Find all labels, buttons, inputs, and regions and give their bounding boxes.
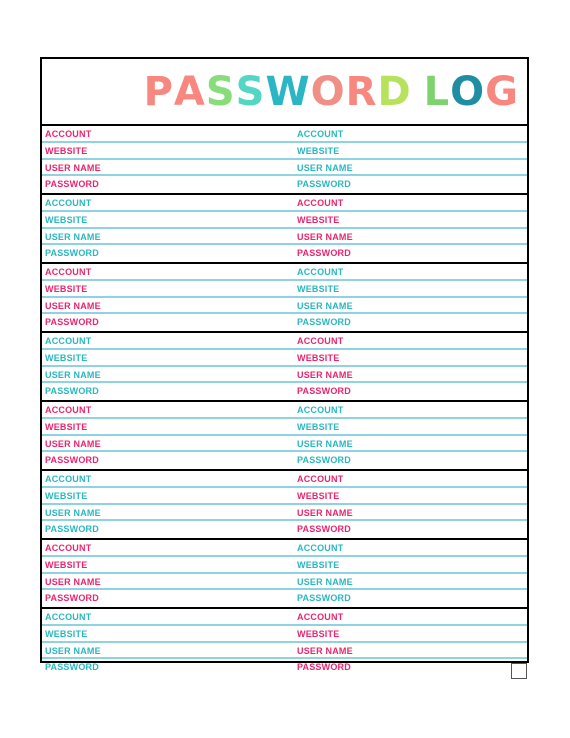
title-letter: G (485, 69, 519, 115)
record-line[interactable] (42, 314, 527, 331)
record-line[interactable] (42, 488, 527, 505)
record-line[interactable] (42, 367, 527, 384)
field-label-left: PASSWORD (45, 593, 99, 604)
field-label-left: PASSWORD (45, 317, 99, 328)
field-label-right: PASSWORD (297, 179, 351, 190)
record-block (42, 262, 527, 331)
field-label-left: PASSWORD (45, 455, 99, 466)
record-line[interactable] (42, 574, 527, 591)
field-label-left: WEBSITE (45, 352, 88, 363)
record-line[interactable] (42, 609, 527, 626)
field-label-right: PASSWORD (297, 662, 351, 673)
field-label-right: WEBSITE (297, 559, 340, 570)
record-line[interactable] (42, 212, 527, 229)
field-label-left: USER NAME (45, 576, 101, 587)
record-line[interactable] (42, 540, 527, 557)
record-line[interactable] (42, 195, 527, 212)
field-label-left: PASSWORD (45, 662, 99, 673)
field-label-left: WEBSITE (45, 145, 88, 156)
title-letter: S (205, 69, 236, 115)
record-block (42, 469, 527, 538)
title-letter: W (265, 69, 311, 115)
record-line[interactable] (42, 160, 527, 177)
field-label-right: USER NAME (297, 576, 353, 587)
field-label-left: USER NAME (45, 231, 101, 242)
field-label-right: ACCOUNT (297, 198, 344, 208)
field-label-left: WEBSITE (45, 214, 88, 225)
field-label-left: ACCOUNT (45, 267, 92, 277)
record-block (42, 538, 527, 607)
record-line[interactable] (42, 333, 527, 350)
field-label-left: WEBSITE (45, 283, 88, 294)
title-letter: P (143, 69, 174, 115)
field-label-right: PASSWORD (297, 248, 351, 259)
field-label-left: ACCOUNT (45, 129, 92, 139)
field-label-left: USER NAME (45, 369, 101, 380)
field-label-right: PASSWORD (297, 386, 351, 397)
corner-box (511, 663, 527, 679)
record-line[interactable] (42, 557, 527, 574)
field-label-right: USER NAME (297, 369, 353, 380)
record-line[interactable] (42, 643, 527, 660)
record-line[interactable] (42, 264, 527, 281)
title-letter: R (345, 69, 378, 115)
field-label-right: PASSWORD (297, 524, 351, 535)
field-label-right: ACCOUNT (297, 474, 344, 484)
record-line[interactable] (42, 126, 527, 143)
field-label-left: WEBSITE (45, 421, 88, 432)
field-label-right: WEBSITE (297, 628, 340, 639)
record-line[interactable] (42, 471, 527, 488)
field-label-right: USER NAME (297, 300, 353, 311)
record-line[interactable] (42, 281, 527, 298)
field-label-left: ACCOUNT (45, 405, 92, 415)
record-list (42, 126, 527, 676)
title-letter: O (310, 69, 346, 115)
title-letter: A (173, 69, 206, 115)
field-label-right: USER NAME (297, 645, 353, 656)
record-line[interactable] (42, 436, 527, 453)
record-line[interactable] (42, 659, 527, 676)
field-label-right: ACCOUNT (297, 405, 344, 415)
record-line[interactable] (42, 176, 527, 193)
field-label-right: WEBSITE (297, 352, 340, 363)
field-label-right: WEBSITE (297, 145, 340, 156)
field-label-left: PASSWORD (45, 386, 99, 397)
field-label-right: USER NAME (297, 162, 353, 173)
title-box (42, 59, 527, 126)
record-line[interactable] (42, 350, 527, 367)
field-label-right: WEBSITE (297, 283, 340, 294)
record-line[interactable] (42, 521, 527, 538)
record-block (42, 400, 527, 469)
title-letter: D (377, 69, 412, 115)
record-line[interactable] (42, 229, 527, 246)
password-log-sheet (40, 57, 529, 673)
field-label-left: USER NAME (45, 162, 101, 173)
field-label-left: USER NAME (45, 438, 101, 449)
record-block (42, 126, 527, 193)
record-line[interactable] (42, 452, 527, 469)
record-line[interactable] (42, 402, 527, 419)
record-line[interactable] (42, 245, 527, 262)
record-line[interactable] (42, 590, 527, 607)
field-label-right: ACCOUNT (297, 267, 344, 277)
field-label-left: WEBSITE (45, 490, 88, 501)
field-label-left: USER NAME (45, 300, 101, 311)
field-label-left: WEBSITE (45, 628, 88, 639)
record-line[interactable] (42, 298, 527, 315)
field-label-right: ACCOUNT (297, 336, 344, 346)
field-label-left: USER NAME (45, 645, 101, 656)
record-block (42, 331, 527, 400)
field-label-left: USER NAME (45, 507, 101, 518)
title-letter: O (450, 69, 486, 115)
title-letter: S (235, 69, 266, 115)
field-label-left: ACCOUNT (45, 543, 92, 553)
field-label-left: ACCOUNT (45, 336, 92, 346)
field-label-right: WEBSITE (297, 490, 340, 501)
title-space (412, 67, 424, 117)
title-letter: L (423, 69, 451, 115)
field-label-right: ACCOUNT (297, 129, 344, 139)
field-label-right: USER NAME (297, 231, 353, 242)
field-label-right: WEBSITE (297, 214, 340, 225)
record-line[interactable] (42, 419, 527, 436)
field-label-left: ACCOUNT (45, 474, 92, 484)
record-block (42, 607, 527, 676)
field-label-right: PASSWORD (297, 317, 351, 328)
field-label-right: USER NAME (297, 507, 353, 518)
record-line[interactable] (42, 505, 527, 522)
field-label-left: PASSWORD (45, 524, 99, 535)
field-label-left: ACCOUNT (45, 198, 92, 208)
field-label-right: PASSWORD (297, 455, 351, 466)
field-label-left: PASSWORD (45, 179, 99, 190)
field-label-left: ACCOUNT (45, 612, 92, 622)
field-label-right: PASSWORD (297, 593, 351, 604)
page-title (144, 67, 519, 117)
record-block (42, 193, 527, 262)
field-label-right: ACCOUNT (297, 543, 344, 553)
field-label-left: WEBSITE (45, 559, 88, 570)
field-label-right: USER NAME (297, 438, 353, 449)
field-label-right: ACCOUNT (297, 612, 344, 622)
record-line[interactable] (42, 143, 527, 160)
record-line[interactable] (42, 626, 527, 643)
record-line[interactable] (42, 383, 527, 400)
field-label-left: PASSWORD (45, 248, 99, 259)
field-label-right: WEBSITE (297, 421, 340, 432)
